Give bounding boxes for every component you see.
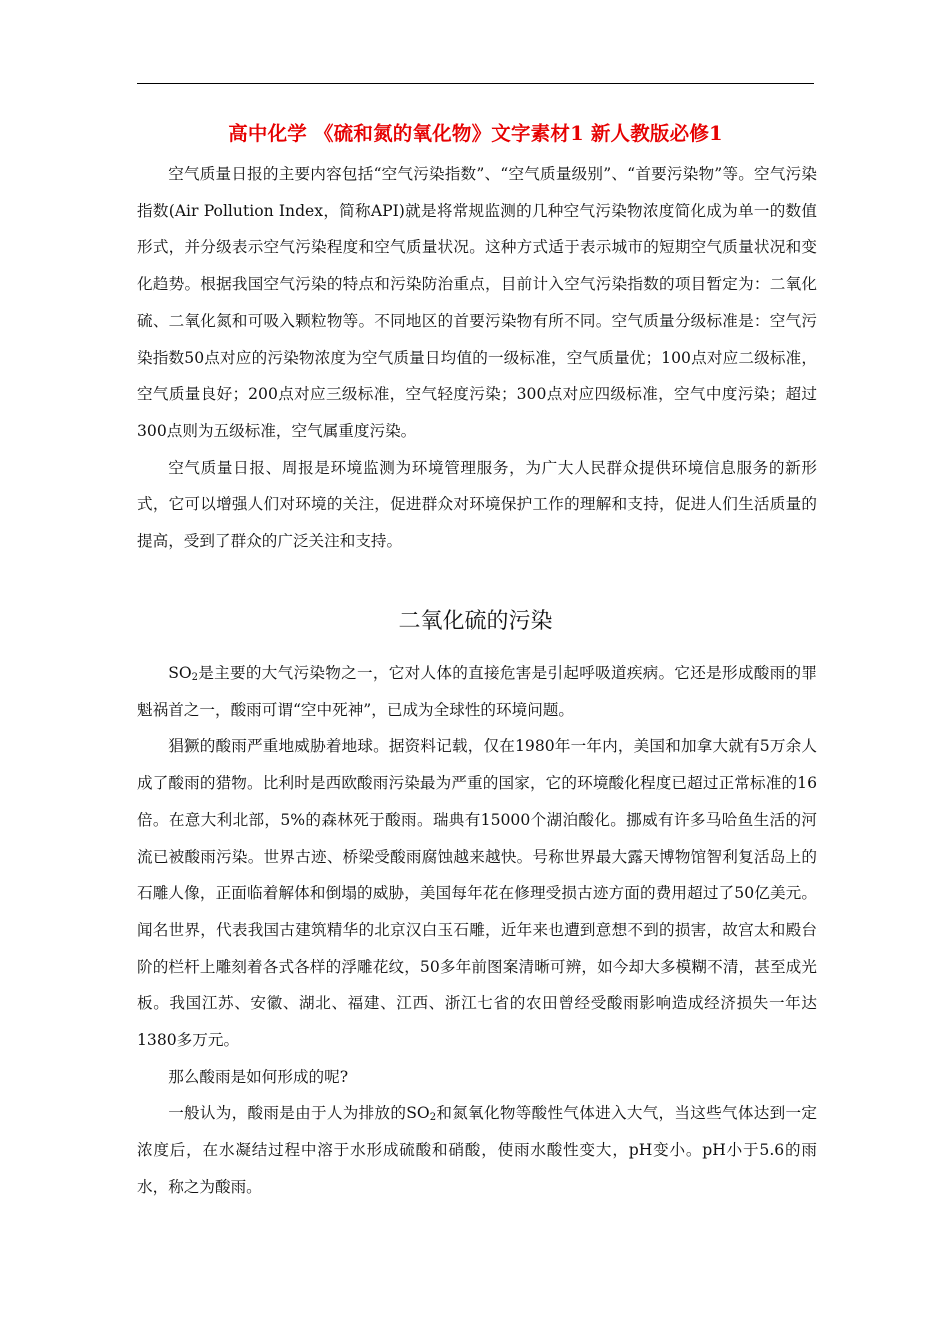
- paragraph-acid-rain-threat: 猖獗的酸雨严重地威胁着地球。据资料记载，仅在1980年一年内，美国和加拿大就有5万余人成了酸雨的猎物。比利时是西欧酸雨污染最为严重的国家，它的环境酸化程度已超过正常标准的16倍。在意大利北部，5%的森林死于酸雨。瑞典有15000个湖泊酸化。挪威有许多马哈鱼生活的河流已被酸雨污染。世界古迹、桥梁受酸雨腐蚀越来越快。号称世界最大露天博物馆智利复活岛上的石雕人像，正面临着解体和倒塌的威胁，美国每年花在修理受损古迹方面的费用超过了50亿美元。闻名世界，代表我国古建筑精华的北京汉白玉石雕，近年来也遭到意想不到的损害，故宫太和殿台阶的栏杆上雕刻着各式各样的浮雕花纹，50多年前图案清晰可辨，如今却大多模糊不清，甚至成光板。我国江苏、安徽、湖北、福建、江西、浙江七省的农田曾经受酸雨影响造成经济损失一年达1380多万元。: [137, 737, 817, 1050]
- paragraph-report-purpose: 空气质量日报、周报是环境监测为环境管理服务，为广大人民群众提供环境信息服务的新形式，它可以增强人们对环境的关注，促进群众对环境保护工作的理解和支持，促进人们生活质量的提高，受到了群众的广泛关注和支持。: [137, 458, 817, 551]
- so2-section: [137, 655, 817, 1206]
- so2-intro-text: 是主要的大气污染物之一，它对人体的直接危害是引起呼吸道疾病。它还是形成酸雨的罪魁祸首之一，酸雨可谓“空中死神”，已成为全球性的环境问题。: [137, 664, 817, 719]
- formation-text-b: 和氮氧化物等酸性气体进入大气，当这些气体达到一定浓度后，在水凝结过程中溶于水形成硫酸和硝酸，使雨水酸性变大，pH变小。pH小于5.6的雨水，称之为酸雨。: [137, 1104, 817, 1196]
- intro-section: [137, 156, 817, 560]
- formation-text-a: 一般认为，酸雨是由于人为排放的SO: [168, 1104, 430, 1123]
- paragraph-so2-intro: [137, 655, 817, 728]
- so2-formula: SO: [168, 664, 192, 682]
- section-heading: 二氧化硫的污染: [398, 609, 553, 634]
- header-rule: [137, 83, 814, 84]
- document-title: 高中化学 《硫和氮的氧化物》文字素材1 新人教版必修1: [228, 122, 723, 145]
- paragraph-air-quality-report: 空气质量日报的主要内容包括“空气污染指数”、“空气质量级别”、“首要污染物”等。空气污染指数(Air Pollution Index，简称API)就是将常规监测的几种空气污染物浓度简化成为单一的数值形式，并分级表示空气污染程度和空气质量状况。这种方式适于表示城市的短期空气质量状况和变化趋势。根据我国空气污染的特点和污染防治重点，目前计入空气污染指数的项目暂定为：二氧化硫、二氧化氮和可吸入颗粒物等。不同地区的首要污染物有所不同。空气质量分级标准是：空气污染指数50点对应的污染物浓度为空气质量日均值的一级标准，空气质量优；100点对应二级标准，空气质量良好；200点对应三级标准，空气轻度污染；300点对应四级标准，空气中度污染；超过300点则为五级标准，空气属重度污染。: [137, 165, 817, 440]
- paragraph-acid-rain-formation: [137, 1095, 817, 1205]
- paragraph-question: 那么酸雨是如何形成的呢?: [168, 1067, 349, 1086]
- so2-subscript: 2: [191, 672, 199, 683]
- so2-subscript-2: 2: [429, 1112, 437, 1124]
